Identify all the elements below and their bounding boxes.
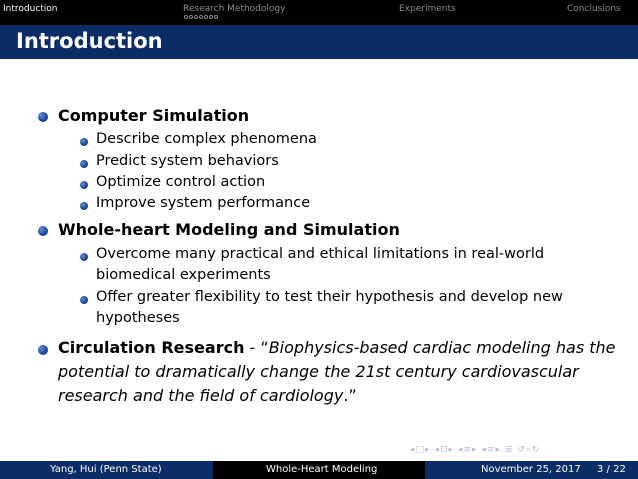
- quote-dash: - “: [244, 338, 269, 357]
- bullet-icon: [38, 345, 48, 355]
- list-item: Predict system behaviors: [96, 153, 279, 169]
- bullet-icon: [80, 138, 88, 146]
- footer-author-box: [0, 461, 213, 479]
- page-title: Introduction: [16, 29, 163, 53]
- subsection-dot[interactable]: [184, 15, 188, 19]
- list-item: Improve system performance: [96, 195, 311, 211]
- search-icon[interactable]: ⌕: [525, 445, 532, 455]
- nav-right-icon[interactable]: ▸: [495, 445, 502, 455]
- nav-section-research-methodology[interactable]: Research Methodology: [183, 4, 286, 14]
- subsection-dot[interactable]: [209, 15, 213, 19]
- frame-icon[interactable]: □: [415, 445, 426, 455]
- section-icon[interactable]: ≡: [463, 445, 473, 455]
- bullet-icon: [38, 226, 48, 236]
- item-heading-computer-simulation: Computer Simulation: [58, 106, 250, 125]
- bullet-icon: [80, 202, 88, 210]
- nav-section-experiments[interactable]: Experiments: [399, 4, 456, 14]
- item-heading-whole-heart-modeling: Whole-heart Modeling and Simulation: [58, 220, 400, 239]
- nav-left-icon[interactable]: ◂: [434, 445, 440, 455]
- list-item-continuation: hypotheses: [96, 310, 180, 326]
- subsection-dots: [184, 15, 218, 19]
- subsection-dot[interactable]: [189, 15, 193, 19]
- footer-author: Yang, Hui (Penn State): [50, 464, 162, 475]
- quote-line-3: [58, 386, 357, 405]
- nav-right-icon[interactable]: ▸: [448, 445, 455, 455]
- list-item: Overcome many practical and ethical limitations in real-world: [96, 246, 545, 262]
- subsection-dot[interactable]: [199, 15, 203, 19]
- footer-bar: [0, 461, 638, 479]
- subsection-dot[interactable]: [204, 15, 208, 19]
- footer-title-box: [213, 461, 425, 479]
- bullet-icon: [80, 253, 88, 261]
- footer-short-title: Whole-Heart Modeling: [266, 464, 378, 475]
- list-item: Optimize control action: [96, 174, 266, 190]
- align-icon[interactable]: ≣: [504, 445, 514, 455]
- subsection-dot[interactable]: [214, 15, 218, 19]
- quote-text: Biophysics-based cardiac modeling has the: [268, 338, 616, 357]
- nav-right-icon[interactable]: ▸: [472, 445, 478, 455]
- back-icon[interactable]: ↺: [517, 445, 526, 455]
- footer-date-box: [425, 461, 638, 479]
- frame-title-bar: [0, 25, 638, 59]
- list-item: Describe complex phenomena: [96, 131, 317, 147]
- subsection-dot[interactable]: [194, 15, 198, 19]
- list-item: Offer greater flexibility to test their hypothesis and develop new: [96, 289, 563, 305]
- bullet-icon: [80, 160, 88, 168]
- footer-page-number: 3 / 22: [597, 464, 626, 475]
- quote-text: research and the field of cardiology: [58, 386, 344, 405]
- document-icon[interactable]: ≡: [486, 445, 496, 455]
- bullet-icon: [80, 181, 88, 189]
- forward-icon[interactable]: ↻: [531, 445, 541, 455]
- nav-left-icon[interactable]: ◂: [410, 445, 416, 455]
- quote-line-2: [58, 362, 579, 381]
- quote-end: .”: [343, 386, 357, 405]
- list-item-continuation: biomedical experiments: [96, 267, 271, 283]
- nav-section-conclusions[interactable]: Conclusions: [567, 4, 621, 14]
- nav-right-icon[interactable]: ▸: [425, 445, 431, 455]
- bullet-icon: [80, 296, 88, 304]
- footer-date: November 25, 2017: [481, 464, 581, 475]
- section-navigation-bar: [0, 0, 638, 25]
- nav-section-introduction[interactable]: Introduction: [3, 4, 58, 14]
- subsection-icon[interactable]: ⊡: [439, 445, 449, 455]
- quote-text: potential to dramatically change the 21st century cardiovascular: [58, 362, 579, 381]
- quote-source: Circulation Research: [58, 338, 245, 357]
- nav-left-icon[interactable]: ◂: [457, 445, 464, 455]
- quote-line-1: [58, 338, 616, 357]
- nav-left-icon[interactable]: ◂: [481, 445, 487, 455]
- navigation-symbols: [410, 445, 540, 455]
- bullet-icon: [38, 112, 48, 122]
